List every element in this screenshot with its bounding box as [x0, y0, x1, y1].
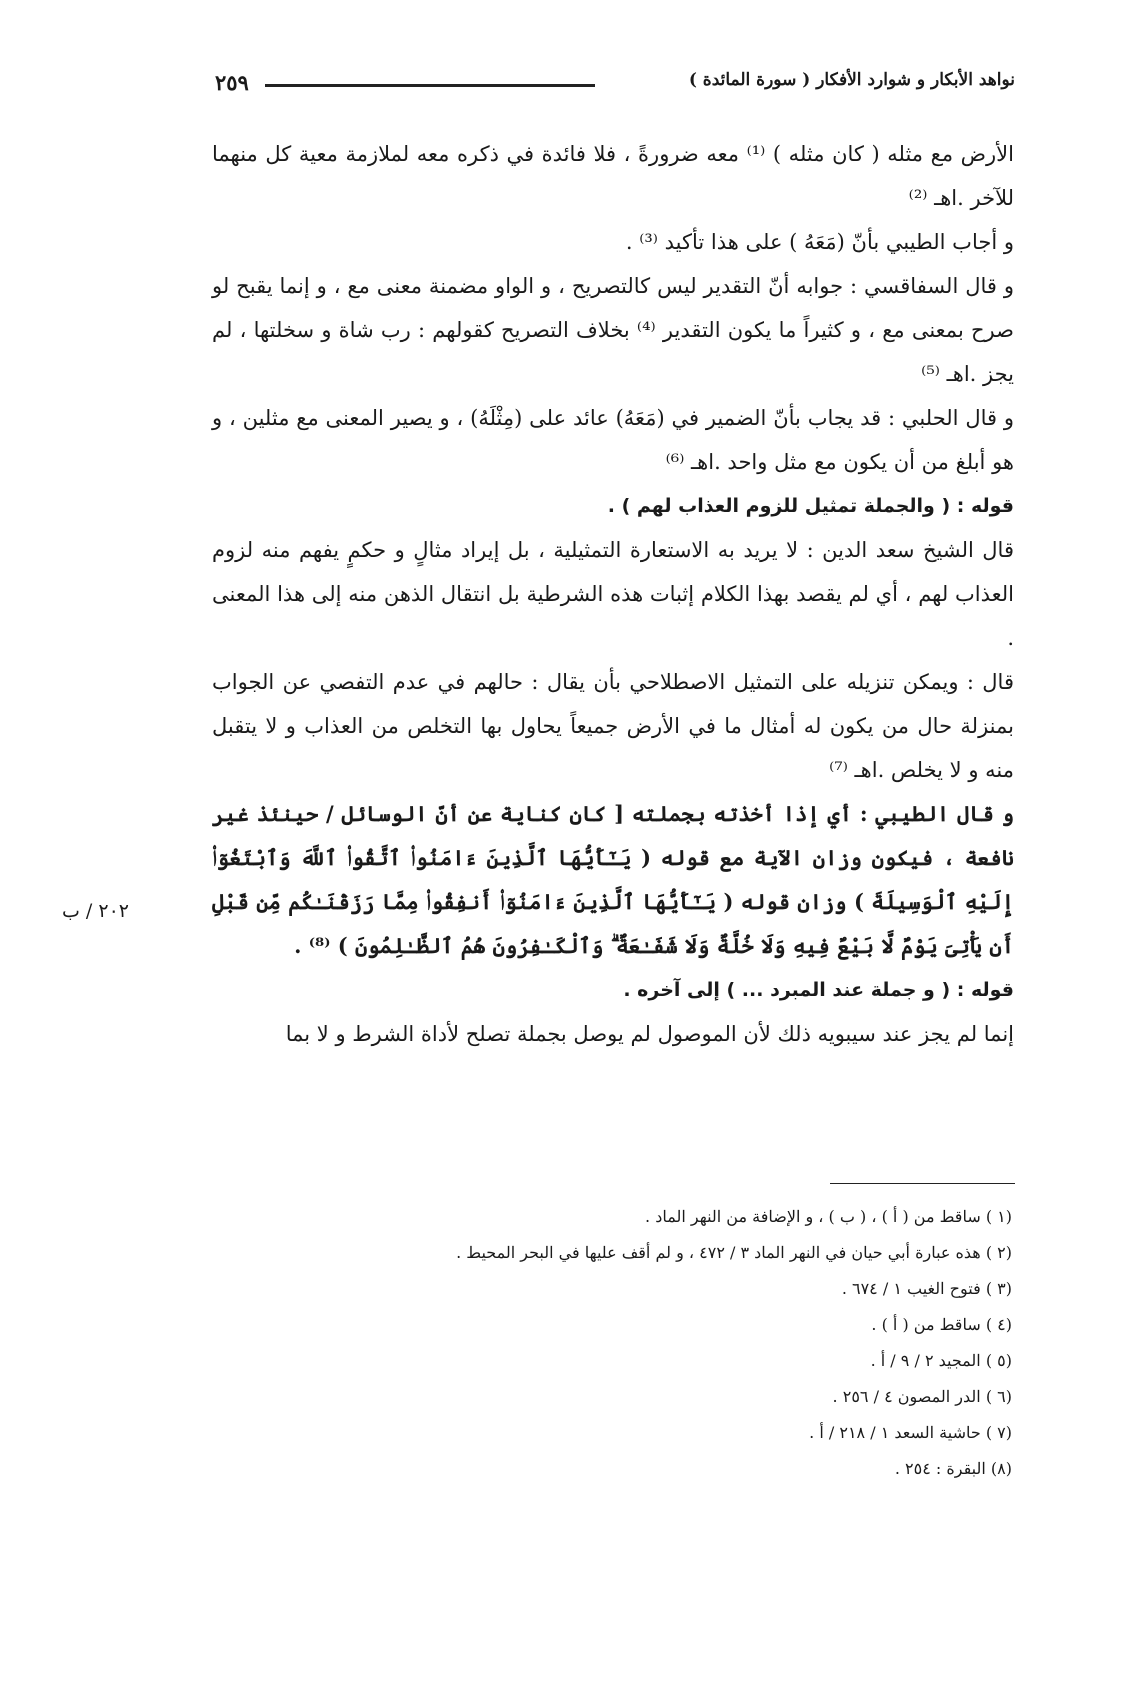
section-heading: قوله : ( والجملة تمثيل للزوم العذاب لهم ) .	[607, 495, 1014, 517]
footnote: (٨) البقرة : ٢٥٤ .	[894, 1459, 1012, 1478]
footnote: (٤ ) ساقط من ( أ ) .	[871, 1315, 1012, 1334]
section-heading: قوله : ( و جملة عند المبرد ... ) إلى آخره .	[623, 979, 1014, 1001]
footnote: (٣ ) فتوح الغيب ١ / ٦٧٤ .	[841, 1279, 1012, 1298]
footnotes	[300, 1199, 1012, 1487]
footnote: (٢ ) هذه عبارة أبي حيان في النهر الماد ٣ / ٤٧٢ ، و لم أقف عليها في البحر المحيط .	[456, 1243, 1012, 1262]
paragraph: و أجاب الطيبي بأنّ (مَعَهُ ) على هذا تأكيد ⁽³⁾ .	[625, 230, 1014, 254]
footnote: (٧ ) حاشية السعد ١ / ٢١٨ / أ .	[809, 1423, 1012, 1442]
margin-folio-note: ٢٠٢ / ب	[62, 900, 129, 922]
paragraph: قال : ويمكن تنزيله على التمثيل الاصطلاحي بأن يقال : حالهم في عدم التفصي عن الجواب بمنزلة حال من يكون له أمثال ما في الأرض جميعاً يحاول بها التخلص من العذاب و لا يتقبل منه و لا يخلص .اهـ ⁽⁷⁾	[212, 670, 1014, 782]
paragraph: و قال السفاقسي : جوابه أنّ التقدير ليس كالتصريح ، و الواو مضمنة معنى مع ، و إنما يقبح لو صرح بمعنى مع ، و كثيراً ما يكون التقدير ⁽⁴⁾ بخلاف التصريح كقولهم : رب شاة و سخلتها ، لم يجز .اهـ ⁽⁵⁾	[212, 274, 1014, 386]
main-text	[212, 132, 1014, 1056]
page-number: ٢٥٩	[215, 70, 249, 95]
paragraph: الأرض مع مثله ( كان مثله ) ⁽¹⁾ معه ضرورةً ، فلا فائدة في ذكره معه لملازمة معية كل منهما للآخر .اهـ ⁽²⁾	[212, 142, 1014, 210]
footnote: (٥ ) المجيد ٢ / ٩ / أ .	[870, 1351, 1012, 1370]
paragraph: و قال الحلبي : قد يجاب بأنّ الضمير في (مَعَهُ) عائد على (مِثْلَهُ) ، و يصير المعنى مع مثلين ، و هو أبلغ من أن يكون مع مثل واحد .اهـ ⁽⁶⁾	[212, 406, 1014, 474]
header-rule	[265, 84, 595, 87]
paragraph-with-verses: و قال الطيبي : أي إذا أخذته بجملته [ كان كناية عن أنّ الوسائل / حينئذ غير نافعة ، فيكون وزان الآية مع قوله ( يَـٰٓأَيُّهَا ٱلَّذِينَ ءَامَنُوا۟ ٱتَّقُوا۟ ٱللَّهَ وَٱبْتَغُوٓا۟ إِلَيْهِ ٱلْوَسِيلَةَ ) وزان قوله ( يَـٰٓأَيُّهَا ٱلَّذِينَ ءَامَنُوٓا۟ أَنفِقُوا۟ مِمَّا رَزَقْنَـٰكُم مِّن قَبْلِ أَن يَأْتِىَ يَوْمٌ لَّا بَيْعٌ فِيهِ وَلَا خُلَّةٌ وَلَا شَفَـٰعَةٌ ۗ وَٱلْكَـٰفِرُونَ هُمُ ٱلظَّـٰلِمُونَ ) ⁽⁸⁾ .	[212, 801, 1014, 958]
paragraph: قال الشيخ سعد الدين : لا يريد به الاستعارة التمثيلية ، بل إيراد مثالٍ و حكمٍ يفهم منه لزوم العذاب لهم ، أي لم يقصد بهذا الكلام إثبات هذه الشرطية بل انتقال الذهن منه إلى هذا المعنى .	[212, 538, 1014, 650]
footnote-separator	[830, 1183, 1015, 1184]
paragraph: إنما لم يجز عند سيبويه ذلك لأن الموصول لم يوصل بجملة تصلح لأداة الشرط و لا بما	[285, 1022, 1014, 1046]
footnote: (١ ) ساقط من ( أ ) ، ( ب ) ، و الإضافة من النهر الماد .	[645, 1207, 1012, 1226]
running-header	[215, 62, 1015, 102]
running-title: نواهد الأبكار و شوارد الأفكار ( سورة المائدة )	[688, 70, 1015, 90]
footnote: (٦ ) الدر المصون ٤ / ٢٥٦ .	[832, 1387, 1012, 1406]
